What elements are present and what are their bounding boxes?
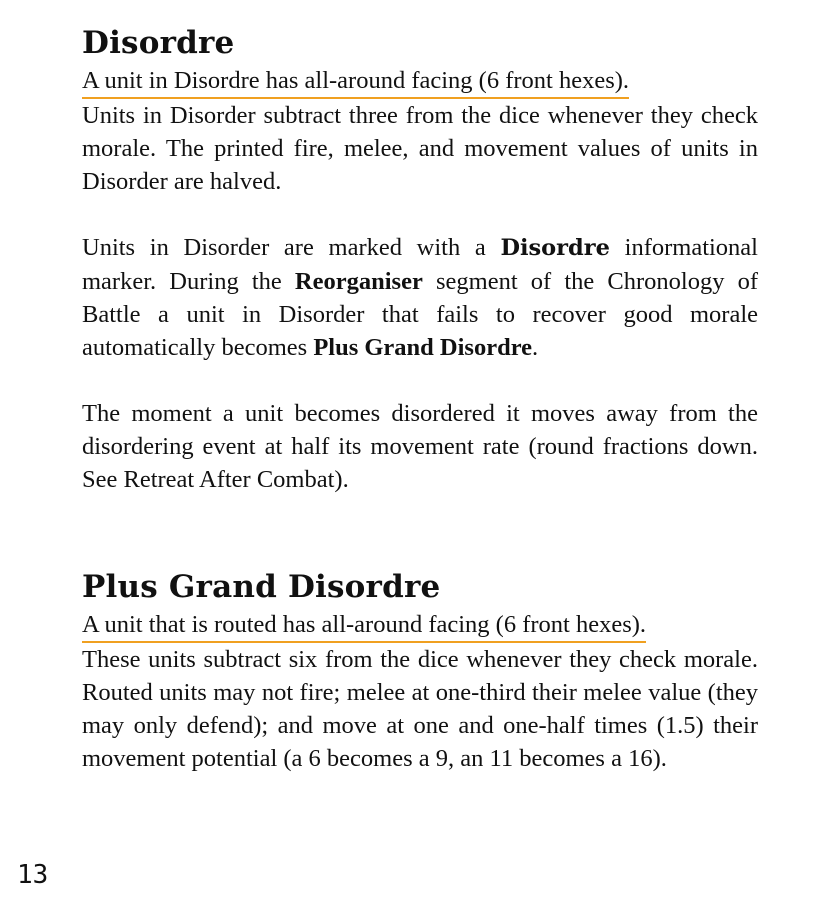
paragraph: The moment a unit becomes disordered it moves away from the disordering event at half its movement rate (round fractions down. See Retreat After Combat). [82,400,758,493]
highlighted-rule-line: A unit that is routed has all-around facing (6 front hexes). [82,608,646,643]
section-heading: Plus Grand Disordre [82,569,441,605]
term-reorganiser: Reorganiser [294,268,423,295]
text-run: . [532,334,539,361]
term-disordre: Disordre [500,235,610,261]
section-disordre [82,22,758,496]
paragraph: These units subtract six from the dice whenever they check morale. Routed units may not fire; melee at one-third their melee value (they may only defend); and move at one and one-half times (1.5) their movement potential (a 6 becomes a 9, an 11 becomes a 16). [82,646,758,772]
paragraph: Units in Disorder subtract three from the dice whenever they check morale. The printed fire, melee, and movement values of units in Disorder are halved. [82,102,758,195]
paragraph-marker [82,231,758,364]
highlighted-rule-line: A unit in Disordre has all-around facing (6 front hexes). [82,64,629,99]
text-run: informational marker. During the [82,234,758,295]
section-plus-grand-disordre [82,566,758,775]
text-run: Units in Disorder are marked with a [82,234,501,261]
term-plus-grand-disordre: Plus Grand Disordre [313,334,533,361]
section-heading: Disordre [82,25,235,61]
page-number: 13 [17,860,49,890]
text-run: segment of the Chronology of Battle a unit in Disorder that fails to recover good morale automatically becomes [82,268,758,361]
